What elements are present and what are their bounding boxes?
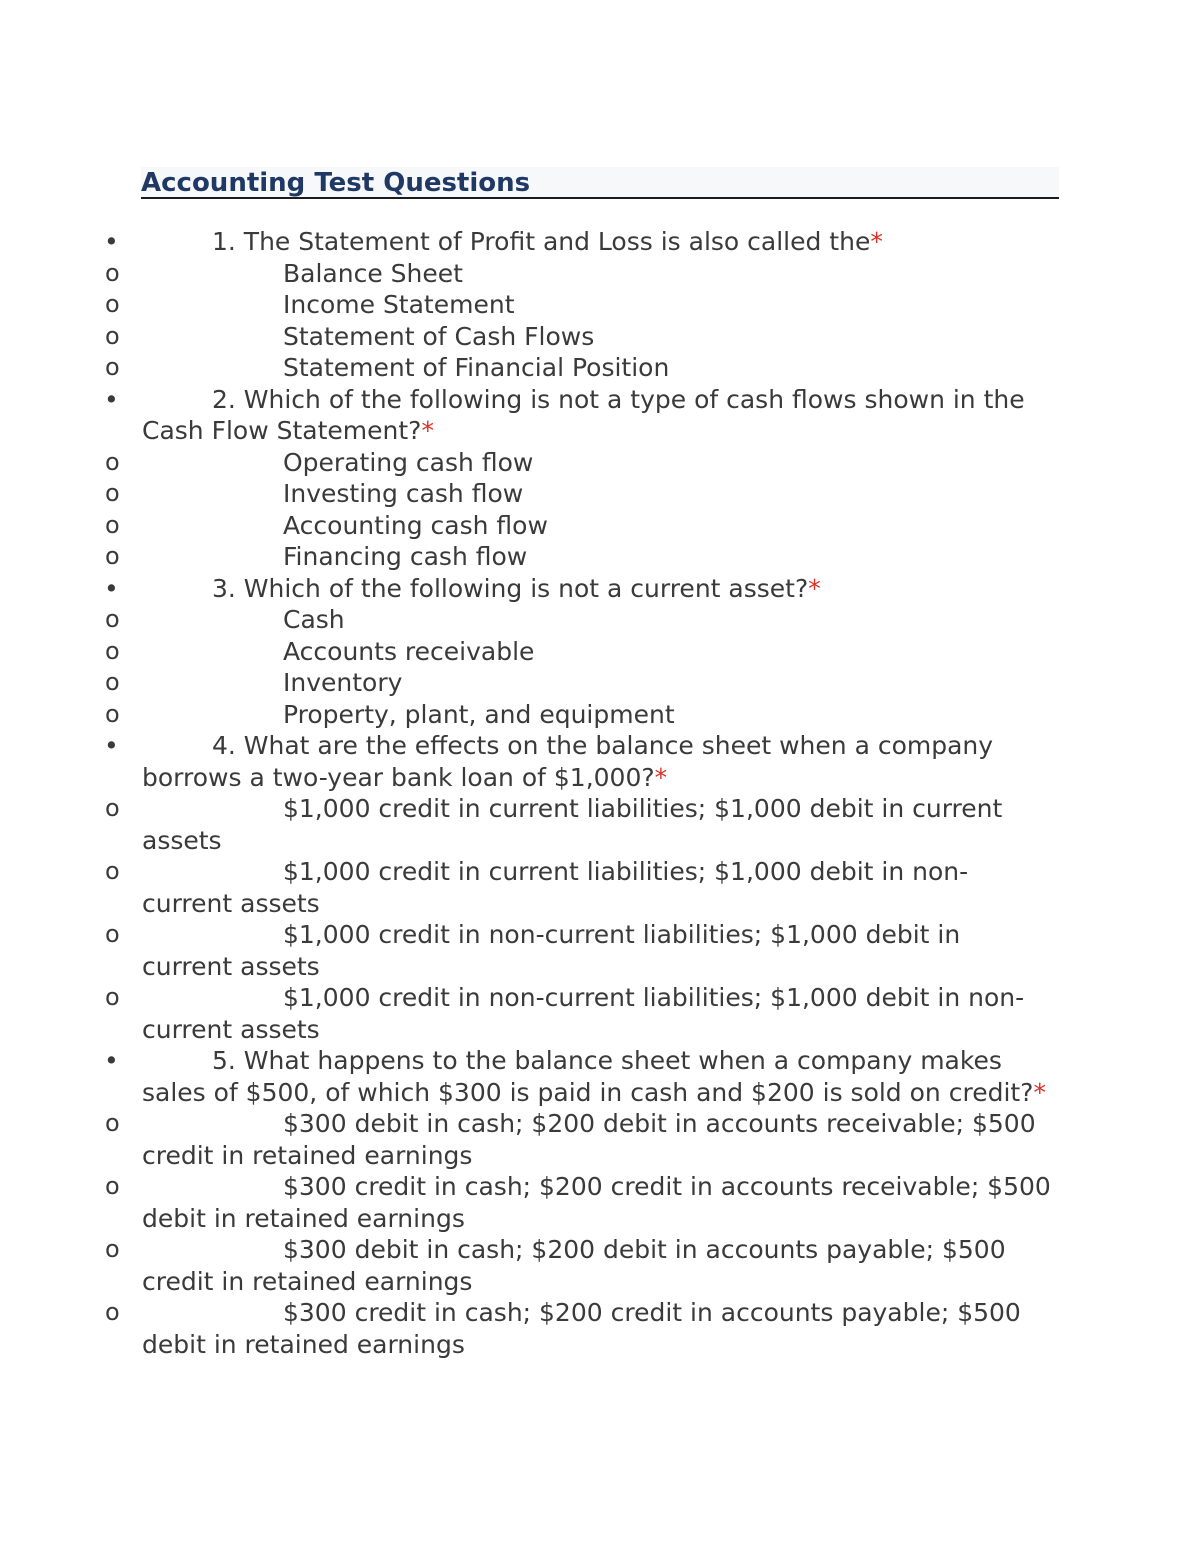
- option-text: $1,000 credit in non-current liabilities; $1,000 debit in current assets: [142, 920, 961, 981]
- circle-bullet-icon: o: [105, 321, 120, 350]
- option-3-4[interactable]: [0, 699, 1052, 731]
- option-text: Financing cash flow: [283, 542, 528, 571]
- option-4-4[interactable]: [0, 982, 1052, 1045]
- option-2-3[interactable]: [0, 510, 1052, 542]
- question-text: 3. Which of the following is not a current asset?: [212, 573, 809, 603]
- option-text: Statement of Cash Flows: [283, 321, 595, 351]
- option-text: Accounts receivable: [283, 636, 535, 666]
- bullet-icon: •: [104, 573, 119, 603]
- option-3-1[interactable]: [0, 604, 1052, 636]
- circle-bullet-icon: o: [105, 447, 120, 476]
- question-text: 2. Which of the following is not a type of cash flows shown in the Cash Flow Statement?: [142, 384, 1025, 445]
- title-bar: [141, 167, 1059, 199]
- option-text: $300 debit in cash; $200 debit in accounts receivable; $500 credit in retained earnings: [142, 1109, 1036, 1170]
- circle-bullet-icon: o: [105, 1235, 120, 1263]
- question-1: [0, 226, 1052, 258]
- circle-bullet-icon: o: [105, 1109, 120, 1137]
- option-text: $1,000 credit in non-current liabilities; $1,000 debit in non-current assets: [142, 983, 1025, 1044]
- option-text: Balance Sheet: [283, 258, 463, 288]
- option-5-1[interactable]: [0, 1108, 1052, 1171]
- option-text: $300 debit in cash; $200 debit in accounts payable; $500 credit in retained earnings: [142, 1235, 1006, 1296]
- option-5-4[interactable]: [0, 1297, 1052, 1360]
- required-marker: *: [421, 416, 434, 445]
- option-2-2[interactable]: [0, 478, 1052, 510]
- option-1-3[interactable]: [0, 321, 1052, 353]
- option-4-2[interactable]: [0, 856, 1052, 919]
- option-2-4[interactable]: [0, 541, 1052, 573]
- option-text: $300 credit in cash; $200 credit in accounts receivable; $500 debit in retained earnings: [142, 1172, 1051, 1233]
- option-4-1[interactable]: [0, 793, 1052, 856]
- circle-bullet-icon: o: [105, 983, 120, 1011]
- option-text: Inventory: [283, 668, 403, 697]
- bullet-icon: •: [104, 227, 119, 256]
- option-text: Cash: [283, 605, 345, 634]
- option-3-3[interactable]: [0, 667, 1052, 699]
- circle-bullet-icon: o: [105, 290, 120, 318]
- required-marker: *: [808, 573, 821, 603]
- circle-bullet-icon: o: [105, 479, 120, 507]
- question-2: [0, 384, 1052, 447]
- option-4-3[interactable]: [0, 919, 1052, 982]
- question-3: [0, 573, 1052, 605]
- question-4: [0, 730, 1052, 793]
- circle-bullet-icon: o: [105, 605, 120, 633]
- option-text: Accounting cash flow: [283, 510, 548, 540]
- option-text: Income Statement: [283, 290, 515, 319]
- circle-bullet-icon: o: [105, 1298, 120, 1326]
- question-list: [0, 226, 1200, 1360]
- question-text: 5. What happens to the balance sheet when a company makes sales of $500, of which $300 is paid in cash and $200 is sold on credit?: [142, 1046, 1034, 1107]
- question-text: 1. The Statement of Profit and Loss is also called the: [212, 227, 871, 256]
- bullet-icon: •: [104, 384, 119, 414]
- option-text: $1,000 credit in current liabilities; $1,000 debit in non-current assets: [142, 857, 969, 918]
- circle-bullet-icon: o: [105, 794, 120, 822]
- page-title: Accounting Test Questions: [141, 168, 531, 198]
- circle-bullet-icon: o: [105, 857, 120, 885]
- option-2-1[interactable]: [0, 447, 1052, 479]
- circle-bullet-icon: o: [105, 1172, 120, 1200]
- option-3-2[interactable]: [0, 636, 1052, 668]
- option-1-4[interactable]: [0, 352, 1052, 384]
- question-text: 4. What are the effects on the balance sheet when a company borrows a two-year bank loan of $1,000?: [142, 731, 994, 792]
- circle-bullet-icon: o: [105, 668, 120, 696]
- bullet-icon: •: [104, 1046, 119, 1075]
- option-5-2[interactable]: [0, 1171, 1052, 1234]
- circle-bullet-icon: o: [105, 542, 120, 570]
- option-text: $1,000 credit in current liabilities; $1,000 debit in current assets: [142, 794, 1003, 855]
- option-text: Property, plant, and equipment: [283, 699, 675, 729]
- option-text: Statement of Financial Position: [283, 353, 670, 382]
- circle-bullet-icon: o: [105, 699, 120, 728]
- option-1-2[interactable]: [0, 289, 1052, 321]
- required-marker: *: [654, 762, 668, 792]
- circle-bullet-icon: o: [105, 510, 120, 539]
- circle-bullet-icon: o: [105, 636, 120, 665]
- option-1-1[interactable]: [0, 258, 1052, 290]
- required-marker: *: [1033, 1077, 1046, 1107]
- option-text: Investing cash flow: [283, 479, 524, 508]
- question-5: [0, 1045, 1052, 1108]
- circle-bullet-icon: o: [105, 353, 120, 381]
- bullet-icon: •: [104, 731, 119, 760]
- option-text: $300 credit in cash; $200 credit in accounts payable; $500 debit in retained earnings: [142, 1298, 1021, 1359]
- circle-bullet-icon: o: [105, 920, 120, 948]
- circle-bullet-icon: o: [105, 258, 120, 287]
- option-text: Operating cash flow: [283, 447, 534, 477]
- option-5-3[interactable]: [0, 1234, 1052, 1297]
- required-marker: *: [870, 227, 883, 256]
